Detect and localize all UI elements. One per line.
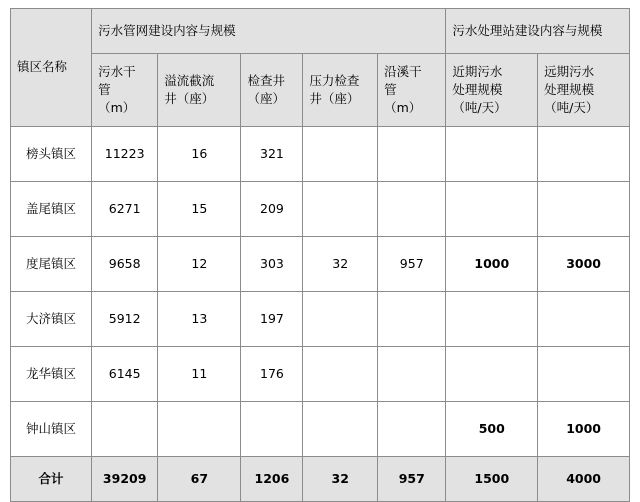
total-label: 合计 <box>11 457 92 502</box>
header-near-term-capacity-line2: 处理规模 <box>452 81 503 97</box>
header-treatment-station-group: 污水处理站建设内容与规模 <box>446 9 630 54</box>
row-label: 钟山镇区 <box>11 402 92 457</box>
cell-main-sewer-pipe: 9658 <box>92 237 158 292</box>
cell-riverside-main-pipe <box>378 182 446 237</box>
cell-long-term-capacity <box>538 347 630 402</box>
header-inspection-well-line1: 检查井 <box>247 72 285 88</box>
cell-near-term-capacity: 500 <box>446 402 538 457</box>
cell-riverside-main-pipe <box>378 127 446 182</box>
table-row <box>11 182 630 237</box>
total-main-sewer-pipe: 39209 <box>92 457 158 502</box>
cell-riverside-main-pipe <box>378 347 446 402</box>
header-inspection-well-line2: （座） <box>247 91 285 106</box>
cell-near-term-capacity <box>446 127 538 182</box>
table-total-row <box>11 457 630 502</box>
cell-main-sewer-pipe: 6145 <box>92 347 158 402</box>
header-overflow-intercept-well <box>158 54 241 127</box>
cell-pressure-inspection-well <box>303 402 378 457</box>
row-label: 龙华镇区 <box>11 347 92 402</box>
cell-pressure-inspection-well <box>303 292 378 347</box>
row-label: 榜头镇区 <box>11 127 92 182</box>
cell-inspection-well <box>241 402 303 457</box>
header-long-term-capacity-line3: （吨/天） <box>544 100 599 116</box>
header-overflow-intercept-well-line2: 井（座） <box>164 91 215 106</box>
header-pressure-inspection-well <box>303 54 378 127</box>
header-pipe-network-group: 污水管网建设内容与规模 <box>92 9 446 54</box>
row-label: 度尾镇区 <box>11 237 92 292</box>
header-long-term-capacity-line1: 远期污水 <box>544 63 595 79</box>
cell-inspection-well: 209 <box>241 182 303 237</box>
cell-overflow-intercept-well: 12 <box>158 237 241 292</box>
cell-main-sewer-pipe: 5912 <box>92 292 158 347</box>
table-row <box>11 402 630 457</box>
header-main-sewer-pipe-line3: （m） <box>98 100 136 116</box>
header-main-sewer-pipe <box>92 54 158 127</box>
total-pressure-inspection-well: 32 <box>303 457 378 502</box>
header-town-name: 镇区名称 <box>11 9 92 127</box>
cell-main-sewer-pipe <box>92 402 158 457</box>
row-label: 大济镇区 <box>11 292 92 347</box>
cell-near-term-capacity <box>446 347 538 402</box>
cell-overflow-intercept-well: 16 <box>158 127 241 182</box>
total-long-term-capacity: 4000 <box>538 457 630 502</box>
total-inspection-well: 1206 <box>241 457 303 502</box>
cell-riverside-main-pipe <box>378 402 446 457</box>
cell-pressure-inspection-well <box>303 347 378 402</box>
cell-long-term-capacity: 3000 <box>538 237 630 292</box>
table-row <box>11 347 630 402</box>
table-header-row-groups <box>11 9 630 54</box>
cell-long-term-capacity <box>538 292 630 347</box>
cell-riverside-main-pipe <box>378 292 446 347</box>
cell-pressure-inspection-well <box>303 182 378 237</box>
total-near-term-capacity: 1500 <box>446 457 538 502</box>
total-overflow-intercept-well: 67 <box>158 457 241 502</box>
cell-long-term-capacity <box>538 127 630 182</box>
row-label: 盖尾镇区 <box>11 182 92 237</box>
header-pressure-inspection-well-line1: 压力检查 <box>309 72 360 88</box>
table-row <box>11 292 630 347</box>
table-container <box>10 8 630 502</box>
cell-long-term-capacity <box>538 182 630 237</box>
header-near-term-capacity <box>446 54 538 127</box>
header-near-term-capacity-line3: （吨/天） <box>452 100 507 116</box>
table-header-row-columns <box>11 54 630 127</box>
sewage-construction-table <box>10 8 630 502</box>
cell-overflow-intercept-well: 15 <box>158 182 241 237</box>
cell-inspection-well: 321 <box>241 127 303 182</box>
cell-inspection-well: 197 <box>241 292 303 347</box>
header-long-term-capacity <box>538 54 630 127</box>
cell-pressure-inspection-well <box>303 127 378 182</box>
cell-pressure-inspection-well: 32 <box>303 237 378 292</box>
cell-near-term-capacity <box>446 182 538 237</box>
header-riverside-main-pipe-line3: （m） <box>384 100 422 116</box>
table-row <box>11 237 630 292</box>
header-riverside-main-pipe-line2: 管 <box>384 81 397 97</box>
cell-overflow-intercept-well <box>158 402 241 457</box>
cell-inspection-well: 176 <box>241 347 303 402</box>
cell-inspection-well: 303 <box>241 237 303 292</box>
header-long-term-capacity-line2: 处理规模 <box>544 81 595 97</box>
cell-main-sewer-pipe: 6271 <box>92 182 158 237</box>
cell-main-sewer-pipe: 11223 <box>92 127 158 182</box>
table-row <box>11 127 630 182</box>
cell-near-term-capacity <box>446 292 538 347</box>
header-main-sewer-pipe-line2: 管 <box>98 81 111 97</box>
cell-overflow-intercept-well: 11 <box>158 347 241 402</box>
cell-near-term-capacity: 1000 <box>446 237 538 292</box>
total-riverside-main-pipe: 957 <box>378 457 446 502</box>
cell-overflow-intercept-well: 13 <box>158 292 241 347</box>
header-riverside-main-pipe <box>378 54 446 127</box>
cell-long-term-capacity: 1000 <box>538 402 630 457</box>
header-main-sewer-pipe-line1: 污水干 <box>98 63 136 79</box>
header-overflow-intercept-well-line1: 溢流截流 <box>164 72 215 88</box>
header-near-term-capacity-line1: 近期污水 <box>452 63 503 79</box>
header-inspection-well <box>241 54 303 127</box>
header-pressure-inspection-well-line2: 井（座） <box>309 91 360 106</box>
header-riverside-main-pipe-line1: 沿溪干 <box>384 63 422 79</box>
cell-riverside-main-pipe: 957 <box>378 237 446 292</box>
